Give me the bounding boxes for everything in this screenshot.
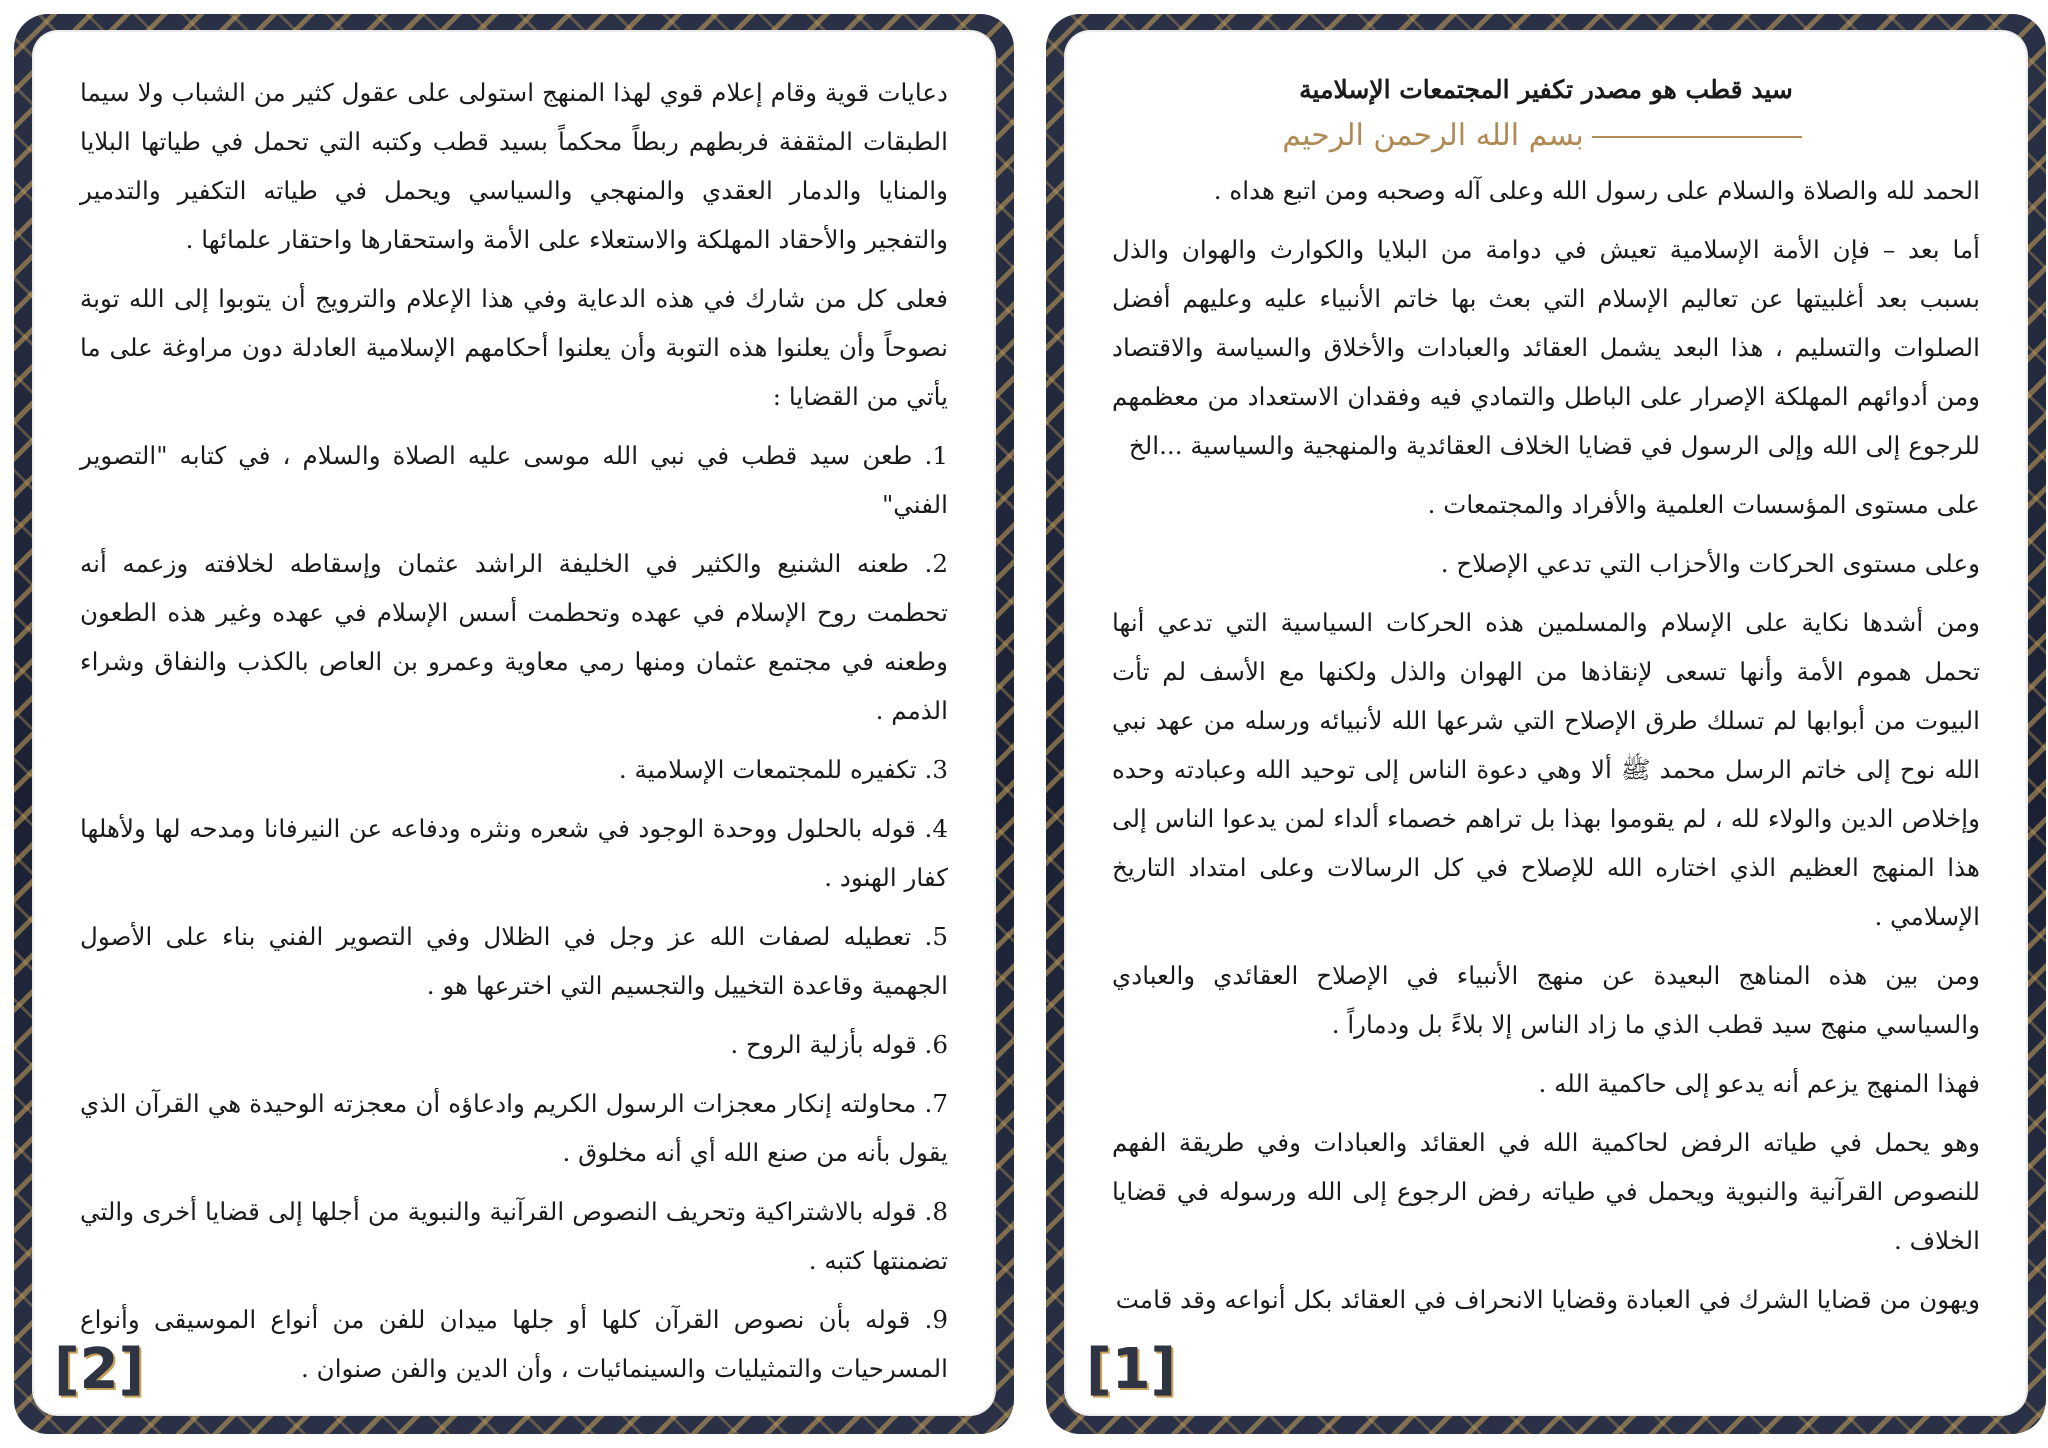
paragraph: فهذا المنهج يزعم أنه يدعو إلى حاكمية الله .: [1538, 1069, 1980, 1098]
basmala-calligraphy: [1112, 112, 1980, 160]
list-item: 4. قوله بالحلول ووحدة الوجود في شعره ونثره ودفاعه عن النيرفانا ومدحه لها ولأهلها كفار الهنود .: [80, 814, 948, 892]
list-item: 6. قوله بأزلية الروح .: [730, 1030, 948, 1059]
page-number: [2]: [54, 1337, 145, 1402]
page-paper-left: [32, 30, 996, 1416]
page-content-left: [80, 68, 948, 1383]
list-item: 7. محاولته إنكار معجزات الرسول الكريم وادعاؤه أن معجزته الوحيدة هي القرآن الذي يقول بأنه من صنع الله أي أنه مخلوق .: [80, 1089, 948, 1167]
paragraph: وهو يحمل في طياته الرفض لحاكمية الله في العقائد والعبادات وفي طريقة الفهم للنصوص القرآنية والنبوية ويحمل في طياته رفض الرجوع إلى الله ورسوله في قضايا الخلاف .: [1112, 1128, 1980, 1255]
page-frame-left: [14, 14, 1014, 1434]
list-item: 1. طعن سيد قطب في نبي الله موسى عليه الصلاة والسلام ، في كتابه "التصوير الفني": [80, 441, 948, 519]
paragraph: ومن بين هذه المناهج البعيدة عن منهج الأنبياء في الإصلاح العقائدي والعبادي والسياسي منهج سيد قطب الذي ما زاد الناس إلا بلاءً بل ودماراً .: [1112, 961, 1980, 1039]
list-item: 2. طعنه الشنيع والكثير في الخليفة الراشد عثمان وإسقاطه لخلافته وزعمه أنه تحطمت روح الإسلام في عهده وتحطمت أسس الإسلام في عهده وغير هذه الطعون وطعنه في مجتمع عثمان ومنها رمي معاوية وعمرو بن العاص بالكذب والنفاق وشراء الذمم .: [80, 549, 948, 725]
paragraph: أما بعد – فإن الأمة الإسلامية تعيش في دوامة من البلايا والكوارث والهوان والذل بسبب بعد أغلبيتها عن تعاليم الإسلام التي بعث بها خاتم الأنبياء عليه وعليهم أفضل الصلوات والتسليم ، هذا البعد يشمل العقائد والعبادات والأخلاق والسياسة والاقتصاد ومن أدوائهم المهلكة الإصرار على الباطل والتمادي فيه وفقدان الاستعداد من معظمهم للرجوع إلى الله وإلى الرسول في قضايا الخلاف العقائدية والمنهجية والسياسية ...الخ: [1112, 235, 1980, 460]
paragraph: فعلى كل من شارك في هذه الدعاية وفي هذا الإعلام والترويج أن يتوبوا إلى الله توبة نصوحاً وأن يعلنوا هذه التوبة وأن يعلنوا أحكامهم الإسلامية العادلة دون مراوغة على ما يأتي من القضايا :: [80, 284, 948, 411]
paragraph: الحمد لله والصلاة والسلام على رسول الله وعلى آله وصحبه ومن اتبع هداه .: [1213, 176, 1980, 205]
page-paper-right: [1064, 30, 2028, 1416]
page-content-right: [1112, 68, 1980, 1314]
paragraph: دعايات قوية وقام إعلام قوي لهذا المنهج استولى على عقول كثير من الشباب ولا سيما الطبقات المثقفة فربطهم ربطاً محكماً بسيد قطب وكتبه التي تحمل في طياتها البلايا والمنايا والدمار العقدي والمنهجي والسياسي ويحمل في طياته التكفير والتدمير والتفجير والأحقاد المهلكة والاستعلاء على الأمة واستحقارها واحتقار علمائها .: [80, 78, 948, 254]
list-item: 9. قوله بأن نصوص القرآن كلها أو جلها ميدان للفن من أنواع الموسيقى وأنواع المسرحيات والتمثيليات والسينمائيات ، وأن الدين والفن صنوان .: [80, 1305, 948, 1383]
page-number: [1]: [1086, 1337, 1177, 1402]
page-title: سيد قطب هو مصدر تكفير المجتمعات الإسلامية: [1299, 75, 1793, 104]
paragraph: ويهون من قضايا الشرك في العبادة وقضايا الانحراف في العقائد بكل أنواعه وقد قامت: [1115, 1285, 1980, 1314]
flourish-decoration: [1592, 136, 1802, 138]
list-item: 5. تعطيله لصفات الله عز وجل في الظلال وفي التصوير الفني بناء على الأصول الجهمية وقاعدة التخييل والتجسيم التي اخترعها هو .: [80, 922, 948, 1000]
paragraph: على مستوى المؤسسات العلمية والأفراد والمجتمعات .: [1427, 490, 1980, 519]
paragraph: وعلى مستوى الحركات والأحزاب التي تدعي الإصلاح .: [1440, 549, 1980, 578]
basmala-text: بسم الله الرحمن الرحيم: [1282, 118, 1584, 153]
paragraph: ومن أشدها نكاية على الإسلام والمسلمين هذه الحركات السياسية التي تدعي أنها تحمل هموم الأمة وأنها تسعى لإنقاذها من الهوان والذل ولكنها مع الأسف لم تأت البيوت من أبوابها لم تسلك طرق الإصلاح التي شرعها الله لأنبيائه ورسله من عهد نبي الله نوح إلى خاتم الرسل محمد ﷺ ألا وهي دعوة الناس إلى توحيد الله وعبادته وحده وإخلاص الدين والولاء لله ، لم يقوموا بهذا بل تراهم خصماء ألداء لمن يدعوا الناس إلى هذا المنهج العظيم الذي اختاره الله للإصلاح في كل الرسالات وعلى امتداد التاريخ الإسلامي .: [1112, 608, 1980, 931]
page-frame-right: [1046, 14, 2046, 1434]
list-item: 3. تكفيره للمجتمعات الإسلامية .: [618, 755, 948, 784]
title-block: [1112, 68, 1980, 160]
list-item: 8. قوله بالاشتراكية وتحريف النصوص القرآنية والنبوية من أجلها إلى قضايا أخرى والتي تضمنتها كتبه .: [80, 1197, 948, 1275]
